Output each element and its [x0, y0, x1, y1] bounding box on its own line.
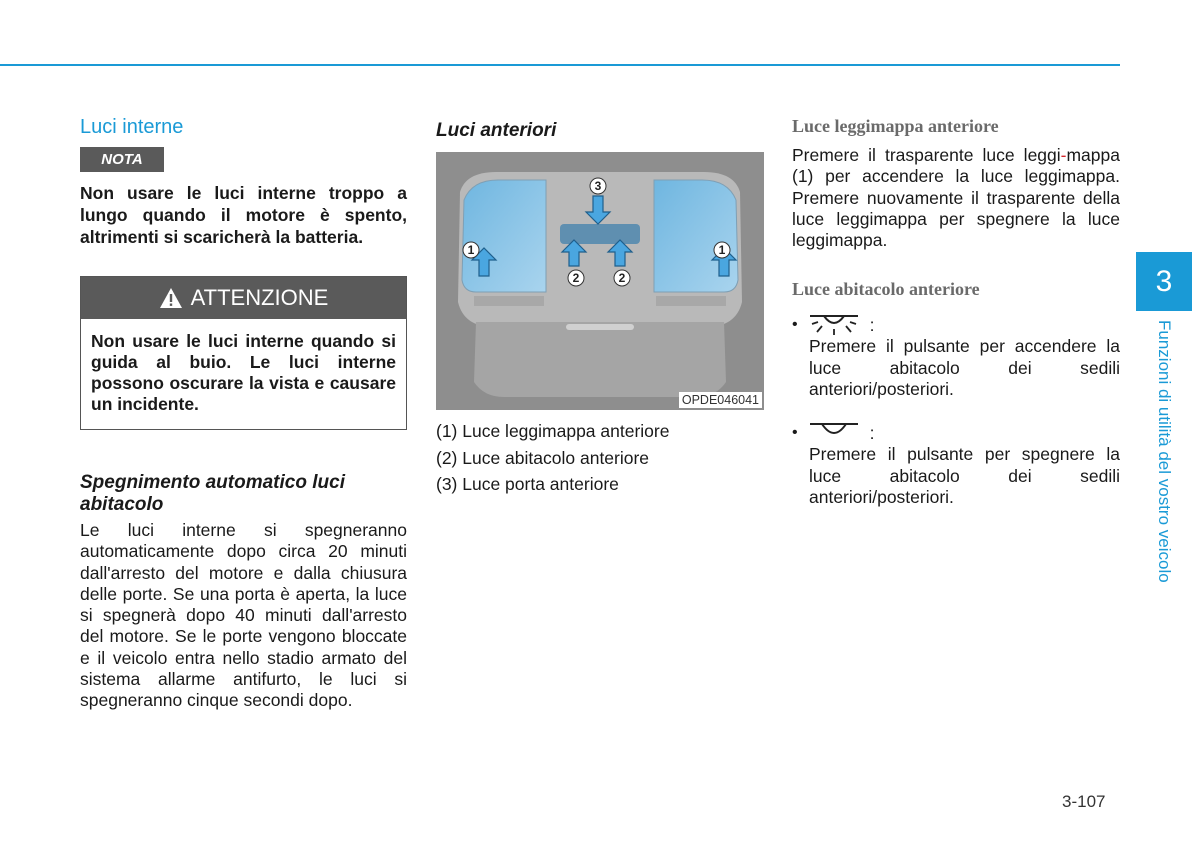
warning-label: ATTENZIONE — [190, 285, 329, 310]
cabin-light-title: Luce abitacolo anteriore — [792, 279, 980, 300]
right-column — [792, 116, 1120, 508]
warning-text: Non usare le luci interne quando si guida al buio. Le luci interne possono oscurare la vista e causare un incidente. — [91, 331, 396, 414]
bullet1-colon: : — [869, 314, 875, 335]
lamp-off-icon — [808, 422, 860, 444]
map-light-text-a: Premere il trasparente luce leggi — [792, 145, 1061, 165]
console-illustration — [436, 152, 764, 410]
bullet-lamp-off — [792, 422, 1120, 444]
map-light-text-b: mappa (1) per accendere la luce leggimappa. Premere nuovamente il trasparente della luce leggimappa per spegnere la luce leggimappa. — [792, 145, 1120, 251]
warning-triangle-icon — [159, 287, 183, 309]
figure-label-2-right: 2 — [618, 271, 626, 285]
front-lights-title: Luci anteriori — [436, 120, 557, 141]
auto-off-text: Le luci interne si spegneranno automaticamente dopo circa 20 minuti dall'arresto del motore e dalla chiusura delle porte. Se una porta è aperta, la luce si spegnerà dopo 40 minuti dall'arresto del motore. Se le porte vengono bloccate e il veicolo entra nello stadio armato del sistema allarme antifurto, le luci si spegneranno cinque secondi dopo. — [80, 520, 407, 711]
figure-captions — [436, 418, 764, 498]
map-light-title: Luce leggimappa anteriore — [792, 116, 999, 136]
nota-badge: NOTA — [80, 147, 164, 172]
lamp-on-icon — [808, 314, 860, 336]
hyphen-mark: - — [1060, 145, 1067, 165]
bullet-lamp-on — [792, 314, 1120, 336]
chapter-tab: 3 — [1136, 252, 1192, 311]
map-light-text — [792, 145, 1120, 251]
middle-column — [436, 116, 764, 498]
figure-label-1-right: 1 — [718, 243, 726, 257]
bullet2-colon: : — [869, 422, 875, 443]
caption-1: (1) Luce leggimappa anteriore — [436, 421, 670, 441]
overhead-console-figure — [436, 152, 764, 410]
warning-header — [81, 277, 406, 319]
figure-label-3: 3 — [594, 179, 602, 193]
caption-3: (3) Luce porta anteriore — [436, 474, 619, 494]
chapter-title: Funzioni di utilità del vostro veicolo — [1155, 320, 1174, 583]
figure-label-1-left: 1 — [467, 243, 475, 257]
bullet-dot: • — [792, 424, 798, 442]
figure-label-2-left: 2 — [572, 271, 580, 285]
warning-box — [80, 276, 407, 430]
bullet-dot: • — [792, 316, 798, 334]
page-number: 3-107 — [1062, 792, 1106, 811]
header-rule — [0, 64, 1120, 66]
bullet1-text: Premere il pulsante per accendere la luce abitacolo dei sedili anteriori/posteriori. — [809, 336, 1120, 400]
nota-text: Non usare le luci interne troppo a lungo quando il motore è spento, altrimenti si scaricherà la batteria. — [80, 183, 407, 247]
section-title: Luci interne — [80, 116, 184, 138]
caption-2: (2) Luce abitacolo anteriore — [436, 447, 650, 468]
figure-code: OPDE046041 — [679, 392, 762, 408]
left-column — [80, 116, 407, 712]
auto-off-title: Spegnimento automatico luci abitacolo — [80, 472, 345, 515]
bullet2-text: Premere il pulsante per spegnere la luce abitacolo dei sedili anteriori/posteriori. — [809, 444, 1120, 507]
